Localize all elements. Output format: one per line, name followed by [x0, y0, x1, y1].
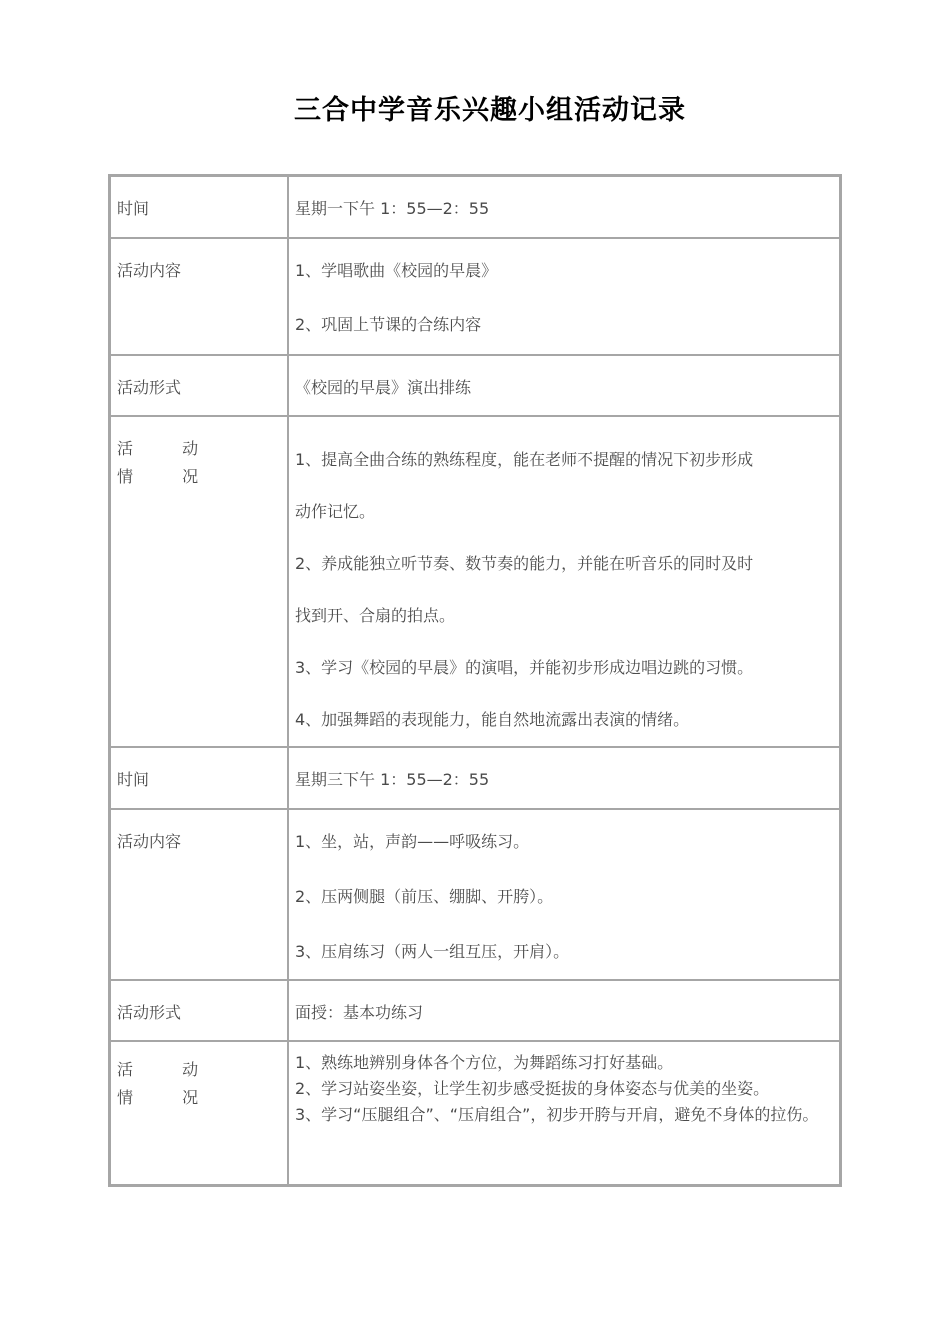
content-value-cell	[288, 238, 840, 355]
form-value-cell	[288, 980, 840, 1041]
situation-line: 1、熟练地辨别身体各个方位，为舞蹈练习打好基础。	[295, 1053, 674, 1072]
situation-label-cell	[110, 1041, 288, 1185]
form-value-cell	[288, 355, 840, 416]
time-value: 星期一下午 1：55—2：55	[295, 199, 490, 218]
record-1-situation-row	[110, 416, 840, 747]
content-value-cell	[288, 809, 840, 980]
situation-line: 4、加强舞蹈的表现能力，能自然地流露出表演的情绪。	[295, 710, 690, 729]
situation-value-cell	[288, 1041, 840, 1185]
form-label-cell	[110, 355, 288, 416]
content-item: 2、巩固上节课的合练内容	[295, 315, 482, 334]
situation-line: 3、学习“压腿组合”、“压肩组合”，初步开胯与开肩，避免不身体的拉伤。	[295, 1105, 819, 1124]
content-item: 1、学唱歌曲《校园的早晨》	[295, 261, 498, 280]
form-value: 《校园的早晨》演出排练	[295, 378, 472, 397]
situation-line: 2、养成能独立听节奏、数节奏的能力，并能在听音乐的同时及时	[295, 554, 754, 573]
time-value-cell	[288, 747, 840, 809]
situation-value-cell	[288, 416, 840, 747]
time-label-cell	[110, 176, 288, 238]
content-label: 活动内容	[117, 832, 182, 851]
situation-label: 活 动 情 况	[117, 1060, 221, 1107]
record-2-time-row	[110, 747, 840, 809]
situation-line: 找到开、合扇的拍点。	[295, 606, 456, 625]
situation-line: 3、学习《校园的早晨》的演唱，并能初步形成边唱边跳的习惯。	[295, 658, 754, 677]
form-value: 面授：基本功练习	[295, 1003, 424, 1022]
time-value-cell	[288, 176, 840, 238]
form-label: 活动形式	[117, 378, 182, 397]
situation-line: 动作记忆。	[295, 502, 376, 521]
situation-label: 活 动 情 况	[117, 439, 221, 486]
situation-line: 2、学习站姿坐姿，让学生初步感受挺拔的身体姿态与优美的坐姿。	[295, 1079, 770, 1098]
record-1-time-row	[110, 176, 840, 238]
time-value: 星期三下午 1：55—2：55	[295, 770, 490, 789]
record-1-form-row	[110, 355, 840, 416]
content-label-cell	[110, 809, 288, 980]
form-label-cell	[110, 980, 288, 1041]
form-label: 活动形式	[117, 1003, 182, 1022]
time-label-cell	[110, 747, 288, 809]
time-label: 时间	[117, 770, 150, 789]
time-label: 时间	[117, 199, 150, 218]
activity-record-table	[108, 174, 842, 1187]
record-2-situation-row	[110, 1041, 840, 1185]
record-1-content-row	[110, 238, 840, 355]
page-title: 三合中学音乐兴趣小组活动记录	[294, 95, 686, 126]
content-label: 活动内容	[117, 261, 182, 280]
situation-line: 1、提高全曲合练的熟练程度，能在老师不提醒的情况下初步形成	[295, 450, 754, 469]
content-item: 1、坐，站，声韵——呼吸练习。	[295, 832, 530, 851]
content-item: 3、压肩练习（两人一组互压，开肩）。	[295, 942, 570, 961]
situation-label-cell	[110, 416, 288, 747]
content-label-cell	[110, 238, 288, 355]
record-2-content-row	[110, 809, 840, 980]
content-item: 2、压两侧腿（前压、绷脚、开胯）。	[295, 887, 554, 906]
record-2-form-row	[110, 980, 840, 1041]
